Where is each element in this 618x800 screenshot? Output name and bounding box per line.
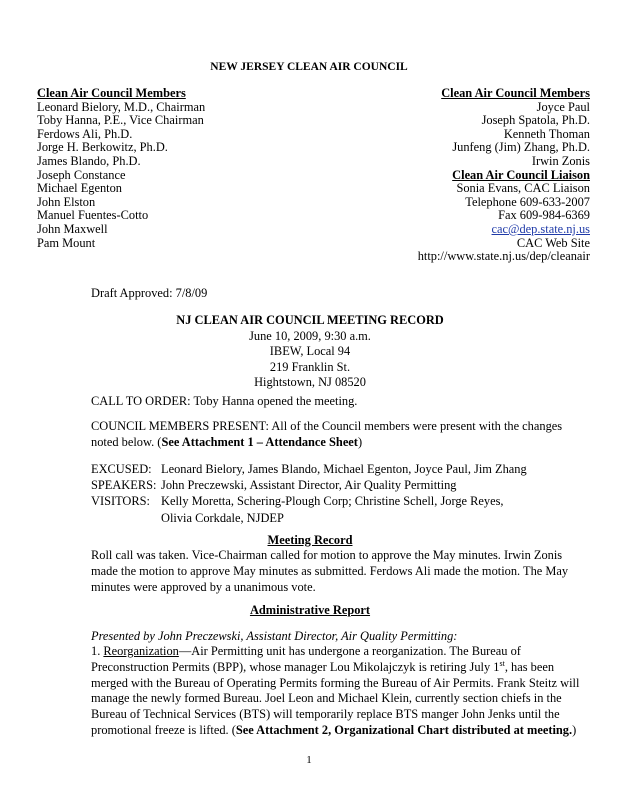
visitors-label: VISITORS: [91,494,150,509]
speakers-label: SPEAKERS: [91,478,157,493]
liaison-header: Clean Air Council Liaison [452,167,590,182]
member-name: John Elston [37,194,96,209]
member-name: Leonard Bielory, M.D., Chairman [37,99,206,114]
attendance-block [91,461,591,526]
item-number: 1. [91,644,104,658]
members-present-text: COUNCIL MEMBERS PRESENT: All of the Council members were present with the changes noted below. ( [91,419,563,449]
meeting-date: June 10, 2009, 9:30 a.m. [249,328,371,343]
email-link[interactable]: cac@dep.state.nj.us [491,221,590,236]
meeting-city: Hightstown, NJ 08520 [254,375,366,390]
item-superscript: st [499,658,505,668]
member-name: Toby Hanna, P.E., Vice Chairman [37,113,204,128]
meeting-venue: IBEW, Local 94 [269,344,351,359]
page-title: NEW JERSEY CLEAN AIR COUNCIL [210,61,408,73]
meeting-record-text: Roll call was taken. Vice-Chairman called for motion to approve the May minutes. Irwin Zonis made the motion to approve May minutes as submitted. Ferdows Ali made the motion. The May minutes were approved by a unanimous vote. [91,548,569,594]
meeting-header [60,313,560,391]
member-name: James Blando, Ph.D. [37,153,141,168]
attachment-2-reference: See Attachment 2, Organizational Chart distributed at meeting. [235,722,573,737]
member-name: Ferdows Ali, Ph.D. [37,126,133,141]
website-url[interactable]: http://www.state.nj.us/dep/cleanair [417,249,590,264]
members-left-column [37,87,297,250]
reorganization-item [91,644,591,739]
meeting-record-heading: Meeting Record [267,533,353,547]
members-present-close: ) [357,434,363,449]
admin-report-heading: Administrative Report [249,603,371,617]
member-name: Michael Egenton [37,181,122,196]
visitors-names-cont: Olivia Corkdale, NJDEP [161,510,284,525]
admin-report-presenter: Presented by John Preczewski, Assistant Director, Air Quality Permitting: [91,629,458,643]
meeting-street: 219 Franklin St. [269,359,351,374]
liaison-fax: Fax 609-984-6369 [498,208,590,223]
website-label: CAC Web Site [516,235,590,250]
draft-approved: Draft Approved: 7/8/09 [91,286,208,300]
item-close: ) [572,722,577,737]
left-column-header: Clean Air Council Members [37,86,186,100]
member-name: Jorge H. Berkowitz, Ph.D. [37,140,168,155]
member-name: John Maxwell [37,221,108,236]
call-to-order: CALL TO ORDER: Toby Hanna opened the meeting. [91,394,358,408]
excused-names: Leonard Bielory, James Blando, Michael Egenton, Joyce Paul, Jim Zhang [161,462,527,476]
liaison-name: Sonia Evans, CAC Liaison [456,181,590,196]
member-name: Kenneth Thoman [503,126,590,141]
item-title: Reorganization [103,644,179,658]
liaison-telephone: Telephone 609-633-2007 [465,194,590,209]
members-present [91,419,591,451]
members-right-column [270,87,590,264]
excused-label: EXCUSED: [91,462,152,476]
page-number: 1 [306,754,312,766]
speakers-names: John Preczewski, Assistant Director, Air Quality Permitting [161,478,457,493]
member-name: Irwin Zonis [531,153,590,168]
member-name: Joseph Spatola, Ph.D. [481,113,590,128]
right-column-header: Clean Air Council Members [441,86,590,100]
member-name: Junfeng (Jim) Zhang, Ph.D. [452,140,590,155]
visitors-names: Kelly Moretta, Schering-Plough Corp; Christine Schell, Jorge Reyes, [161,494,504,509]
attachment-1-reference: See Attachment 1 – Attendance Sheet [161,434,358,449]
member-name: Joyce Paul [536,99,590,114]
member-name: Manuel Fuentes-Cotto [37,208,149,223]
member-name: Joseph Constance [37,167,126,182]
member-name: Pam Mount [37,235,96,250]
meeting-title: NJ CLEAN AIR COUNCIL MEETING RECORD [176,313,444,327]
item-text-cont: , has been merged with the Bureau of Operating Permits forming the Bureau of Air Permits. Frank Steitz will manage the newly formed Bureau. Joel Leon and Michael Klein, currently section chiefs in the Bureau of Technical Services (BTS) will temporarily replace BTS manger John Jenks until the promotional freeze is lifted. ( [91,659,580,737]
item-text: —Air Permitting unit has undergone a reorganization. The Bureau of Preconstruction Permits (BPP), whose manager Lou Mikolajczyk is retiring July 1 [91,644,521,674]
